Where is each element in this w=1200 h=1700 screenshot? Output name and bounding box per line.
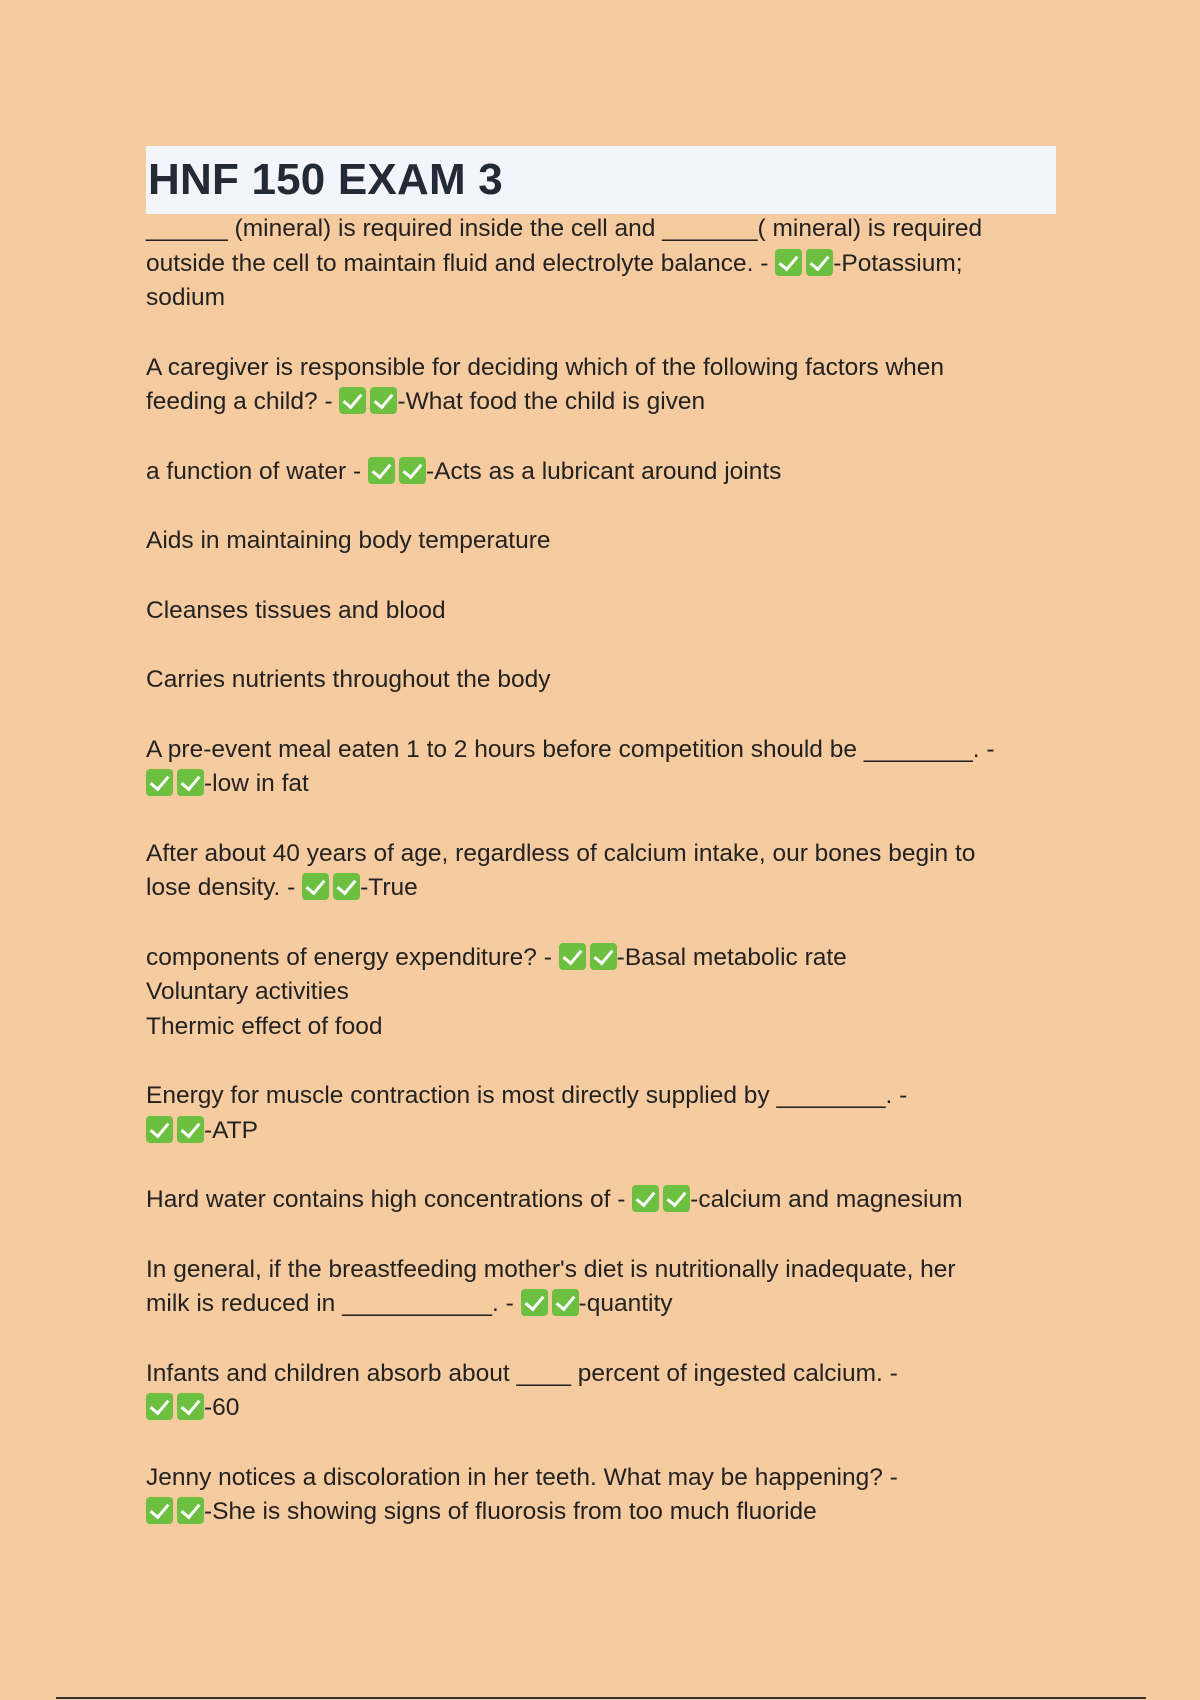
question-text: A pre-event meal eaten 1 to 2 hours before competition should be ________. - <box>146 735 995 763</box>
checkmark-icon <box>177 769 204 796</box>
qa-line <box>146 351 1066 386</box>
qa-item <box>146 1357 1066 1426</box>
qa-item <box>146 1079 1066 1148</box>
answer-text: -60 <box>204 1394 240 1421</box>
qa-item <box>146 733 1066 802</box>
checkmark-icon <box>146 1393 173 1420</box>
question-text: milk is reduced in ___________. - <box>146 1290 521 1317</box>
qa-line <box>146 941 1066 976</box>
answer-text: -calcium and magnesium <box>690 1186 963 1213</box>
qa-item <box>146 1253 1066 1322</box>
checkmark-icon <box>370 387 397 414</box>
answer-text: -ATP <box>204 1116 258 1144</box>
qa-item <box>146 455 1066 490</box>
answer-text: -Acts as a lubricant around joints <box>425 457 782 485</box>
question-text: Voluntary activities <box>146 978 349 1005</box>
question-text: Thermic effect of food <box>146 1012 383 1040</box>
answer-text: -Potassium; <box>833 249 963 277</box>
question-text: Energy for muscle contraction is most directly supplied by ________. - <box>146 1082 908 1109</box>
question-text: Carries nutrients throughout the body <box>146 666 551 693</box>
question-text: After about 40 years of age, regardless of calcium intake, our bones begin to <box>146 839 976 867</box>
qa-line <box>146 871 1066 906</box>
title-bar <box>146 146 1056 214</box>
checkmark-icon <box>521 1289 548 1316</box>
qa-line <box>146 1183 1066 1218</box>
qa-line <box>146 975 1066 1010</box>
qa-line <box>146 1495 1066 1530</box>
qa-line <box>146 455 1066 490</box>
page-title: HNF 150 EXAM 3 <box>148 155 503 204</box>
answer-text: -Basal metabolic rate <box>616 943 847 971</box>
qa-line <box>146 663 1066 698</box>
qa-item <box>146 663 1066 698</box>
checkmark-icon <box>806 249 833 276</box>
checkmark-icon <box>146 769 173 796</box>
checkmark-icon <box>552 1289 579 1316</box>
qa-item <box>146 212 1066 316</box>
checkmark-icon <box>775 249 802 276</box>
answer-text: -True <box>360 874 418 901</box>
question-text: Infants and children absorb about ____ percent of ingested calcium. - <box>146 1359 898 1387</box>
question-text: Jenny notices a discoloration in her teeth. What may be happening? - <box>146 1463 898 1491</box>
qa-line <box>146 281 1066 316</box>
question-text: components of energy expenditure? - <box>146 943 559 971</box>
qa-item <box>146 1461 1066 1530</box>
checkmark-icon <box>632 1185 659 1212</box>
answer-text: -What food the child is given <box>397 388 706 415</box>
qa-item <box>146 594 1066 629</box>
checkmark-icon <box>333 873 360 900</box>
bottom-divider <box>56 1697 1146 1699</box>
qa-item <box>146 524 1066 559</box>
qa-line <box>146 1079 1066 1114</box>
checkmark-icon <box>663 1185 690 1212</box>
qa-line <box>146 733 1066 768</box>
question-text: outside the cell to maintain fluid and electrolyte balance. - <box>146 249 776 277</box>
qa-item <box>146 351 1066 420</box>
qa-line <box>146 385 1066 420</box>
question-text: sodium <box>146 284 225 311</box>
qa-line <box>146 247 1066 282</box>
checkmark-icon <box>339 387 366 414</box>
question-text: lose density. - <box>146 874 303 901</box>
checkmark-icon <box>177 1116 204 1143</box>
qa-line <box>146 1010 1066 1045</box>
qa-line <box>146 1253 1066 1288</box>
question-text: In general, if the breastfeeding mother's diet is nutritionally inadequate, her <box>146 1255 956 1283</box>
qa-line <box>146 1461 1066 1496</box>
qa-line <box>146 1287 1066 1322</box>
qa-line <box>146 1357 1066 1392</box>
checkmark-icon <box>146 1116 173 1143</box>
qa-line <box>146 524 1066 559</box>
question-text: a function of water - <box>146 457 368 485</box>
qa-line <box>146 1114 1066 1149</box>
qa-item <box>146 941 1066 1045</box>
qa-line <box>146 767 1066 802</box>
checkmark-icon <box>559 943 586 970</box>
question-text: Aids in maintaining body temperature <box>146 527 551 554</box>
checkmark-icon <box>177 1393 204 1420</box>
qa-list <box>146 212 1066 1565</box>
qa-item <box>146 837 1066 906</box>
checkmark-icon <box>177 1497 204 1524</box>
checkmark-icon <box>590 943 617 970</box>
question-text: ______ (mineral) is required inside the cell and _______( mineral) is required <box>146 215 983 242</box>
question-text: Hard water contains high concentrations of - <box>146 1186 633 1213</box>
answer-text: -She is showing signs of fluorosis from too much fluoride <box>204 1498 817 1525</box>
answer-text: -quantity <box>578 1290 673 1317</box>
question-text: A caregiver is responsible for deciding which of the following factors when <box>146 353 945 381</box>
qa-item <box>146 1183 1066 1218</box>
qa-line <box>146 594 1066 629</box>
question-text: feeding a child? - <box>146 388 340 415</box>
checkmark-icon <box>368 457 395 484</box>
qa-line <box>146 212 1066 247</box>
checkmark-icon <box>146 1497 173 1524</box>
answer-text: -low in fat <box>204 770 309 797</box>
qa-line <box>146 1391 1066 1426</box>
question-text: Cleanses tissues and blood <box>146 596 446 624</box>
qa-line <box>146 837 1066 872</box>
checkmark-icon <box>302 873 329 900</box>
checkmark-icon <box>399 457 426 484</box>
